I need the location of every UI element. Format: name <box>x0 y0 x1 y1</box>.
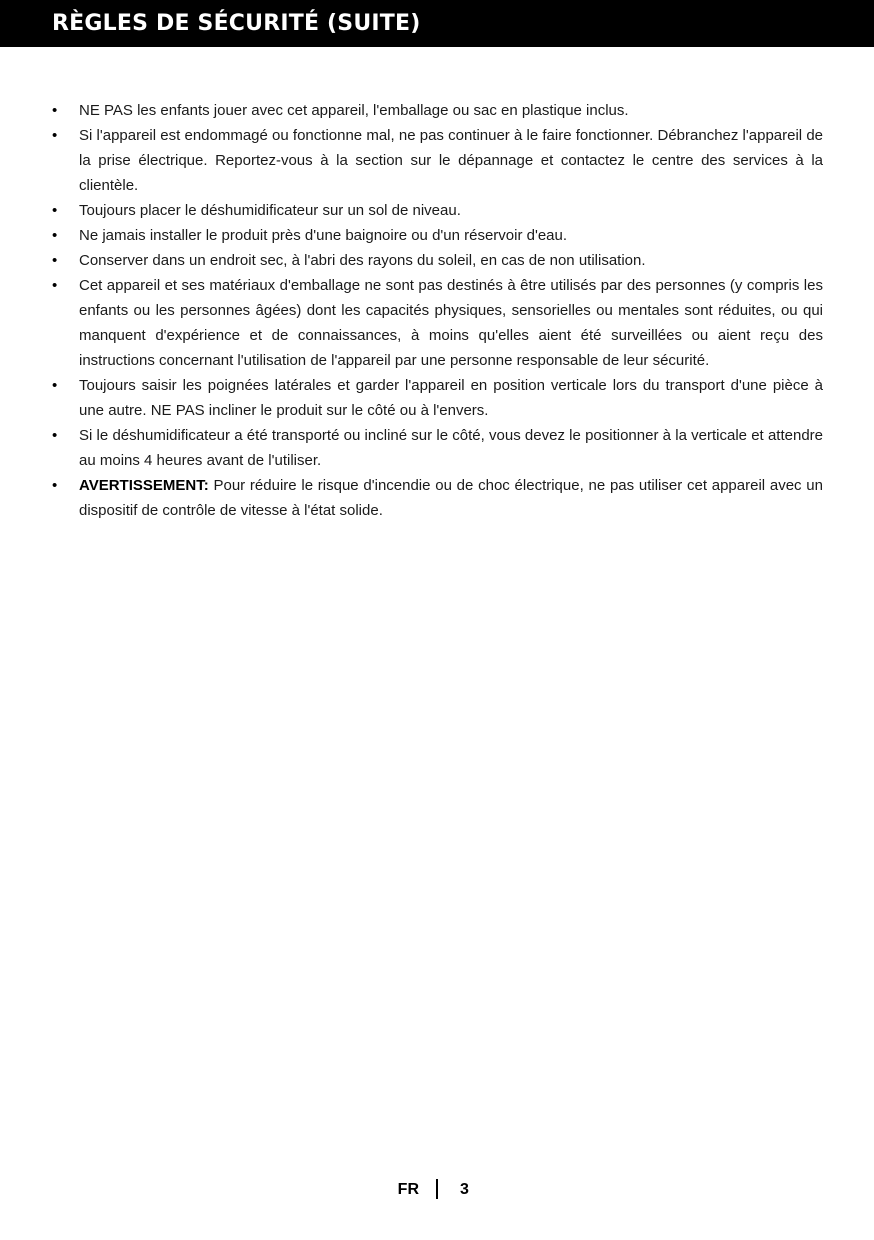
bullet-icon: • <box>52 227 58 244</box>
page-title: RÈGLES DE SÉCURITÉ (SUITE) <box>52 11 421 36</box>
list-item <box>52 373 823 423</box>
list-item <box>52 223 823 248</box>
bullet-text: Si l'appareil est endommagé ou fonctionne mal, ne pas continuer à le faire fonctionner. Débranchez l'appareil de la prise électrique. Reportez-vous à la section sur le dépannage et contactez le centre des services à la clientèle. <box>79 127 823 194</box>
list-item <box>52 248 823 273</box>
header-bar <box>0 0 874 47</box>
warning-lead: AVERTISSEMENT: <box>79 477 209 494</box>
bullet-icon: • <box>52 252 58 269</box>
bullet-text: Conserver dans un endroit sec, à l'abri des rayons du soleil, en cas de non utilisation. <box>79 252 646 269</box>
bullet-text: Cet appareil et ses matériaux d'emballage ne sont pas destinés à être utilisés par des personnes (y compris les enfants ou les personnes âgées) dont les capacités physiques, sensorielles ou mentales sont réduites, ou qui manquent d'expérience et de connaissances, à moins qu'elles aient été surveillées ou aient reçu des instructions concernant l'utilisation de l'appareil par une personne responsable de leur sécurité. <box>79 277 823 369</box>
bullet-icon: • <box>52 477 58 494</box>
list-item <box>52 198 823 223</box>
page-footer <box>0 1176 874 1204</box>
list-item <box>52 98 823 123</box>
bullet-icon: • <box>52 127 58 144</box>
list-item <box>52 273 823 373</box>
language-code: FR <box>397 1181 419 1198</box>
bullet-text: Ne jamais installer le produit près d'une baignoire ou d'un réservoir d'eau. <box>79 227 568 244</box>
footer-divider <box>436 1179 438 1199</box>
bullet-icon: • <box>52 202 58 219</box>
safety-rules-list <box>52 98 823 523</box>
bullet-text: Pour réduire le risque d'incendie ou de choc électrique, ne pas utiliser cet appareil avec un dispositif de contrôle de vitesse à l'état solide. <box>79 477 823 519</box>
list-item <box>52 123 823 198</box>
bullet-text: Toujours placer le déshumidificateur sur un sol de niveau. <box>79 202 461 219</box>
bullet-text: Toujours saisir les poignées latérales et garder l'appareil en position verticale lors du transport d'une pièce à une autre. NE PAS incliner le produit sur le côté ou à l'envers. <box>79 377 823 419</box>
bullet-icon: • <box>52 102 58 119</box>
bullet-icon: • <box>52 427 58 444</box>
bullet-icon: • <box>52 377 58 394</box>
bullet-icon: • <box>52 277 58 294</box>
bullet-text: Si le déshumidificateur a été transporté ou incliné sur le côté, vous devez le positionner à la verticale et attendre au moins 4 heures avant de l'utiliser. <box>79 427 823 469</box>
bullet-text: NE PAS les enfants jouer avec cet appareil, l'emballage ou sac en plastique inclus. <box>79 102 629 119</box>
list-item <box>52 473 823 523</box>
list-item <box>52 423 823 473</box>
page-number: 3 <box>460 1181 469 1198</box>
